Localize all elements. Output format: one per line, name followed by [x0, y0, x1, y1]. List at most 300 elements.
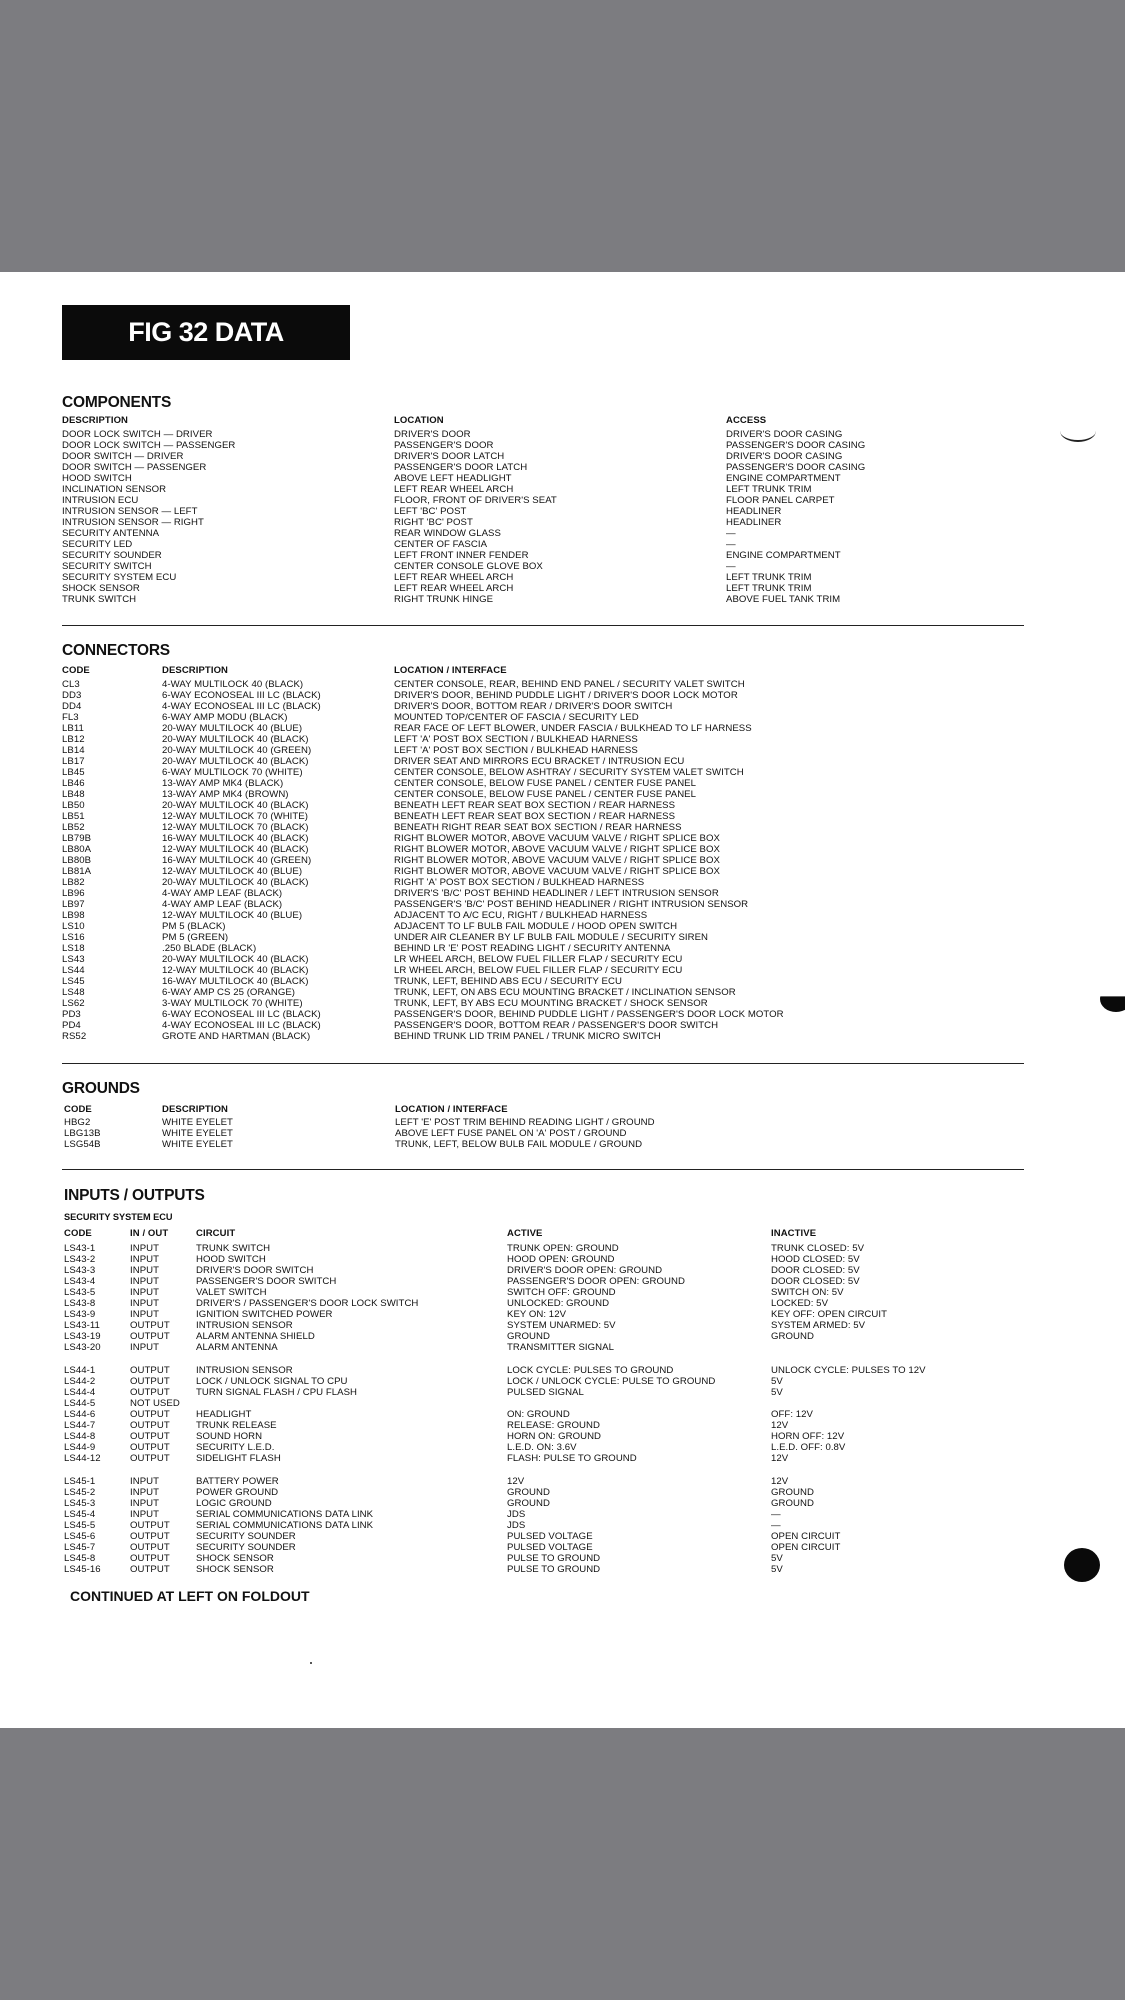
io-active: UNLOCKED: GROUND [507, 1298, 610, 1309]
connector-row [0, 954, 1125, 965]
component-description: SECURITY SWITCH [62, 561, 152, 572]
connector-row [0, 723, 1125, 734]
io-row [0, 1342, 1125, 1353]
connector-location: TRUNK, LEFT, BEHIND ABS ECU / SECURITY ECU [394, 976, 622, 987]
component-location: DRIVER'S DOOR LATCH [394, 451, 505, 462]
connector-row [0, 679, 1125, 690]
io-inactive: GROUND [771, 1487, 814, 1498]
io-inactive: 5V [771, 1553, 783, 1564]
io-circuit: LOGIC GROUND [196, 1498, 272, 1509]
io-active: ON: GROUND [507, 1409, 570, 1420]
io-col-inout: IN / OUT [130, 1228, 169, 1239]
connector-description: 4-WAY ECONOSEAL III LC (BLACK) [162, 701, 321, 712]
component-row [0, 528, 1125, 539]
io-circuit: INTRUSION SENSOR [196, 1365, 293, 1376]
io-row [0, 1254, 1125, 1265]
io-row [0, 1376, 1125, 1387]
connector-description: 6-WAY ECONOSEAL III LC (BLACK) [162, 690, 321, 701]
io-code: LS45-2 [64, 1487, 96, 1498]
io-row [0, 1331, 1125, 1342]
component-row [0, 550, 1125, 561]
connector-row [0, 1031, 1125, 1042]
io-row [0, 1542, 1125, 1553]
io-code: LS45-1 [64, 1476, 96, 1487]
connector-description: 13-WAY AMP MK4 (BLACK) [162, 778, 284, 789]
io-circuit: SHOCK SENSOR [196, 1564, 274, 1575]
io-inactive: 5V [771, 1564, 783, 1575]
io-inout: OUTPUT [130, 1431, 170, 1442]
io-subheading: SECURITY SYSTEM ECU [64, 1212, 173, 1222]
io-circuit: SIDELIGHT FLASH [196, 1453, 281, 1464]
io-inactive: 5V [771, 1387, 783, 1398]
component-row [0, 440, 1125, 451]
components-col-description: DESCRIPTION [62, 415, 129, 426]
component-access: — [726, 539, 736, 550]
connector-code: LB97 [62, 899, 85, 910]
io-row [0, 1531, 1125, 1542]
io-inactive: HOOD CLOSED: 5V [771, 1254, 860, 1265]
ground-description: WHITE EYELET [162, 1128, 233, 1139]
component-access: ENGINE COMPARTMENT [726, 473, 841, 484]
component-access: HEADLINER [726, 506, 782, 517]
io-code: LS43-2 [64, 1254, 96, 1265]
io-active: PULSE TO GROUND [507, 1564, 601, 1575]
connector-location: LEFT 'A' POST BOX SECTION / BULKHEAD HARNESS [394, 734, 638, 745]
io-active: TRUNK OPEN: GROUND [507, 1243, 619, 1254]
io-col-inactive: INACTIVE [771, 1228, 817, 1239]
component-location: LEFT 'BC' POST [394, 506, 467, 517]
io-row [0, 1409, 1125, 1420]
io-inactive: OPEN CIRCUIT [771, 1531, 841, 1542]
connector-location: DRIVER'S DOOR, BOTTOM REAR / DRIVER'S DOOR SWITCH [394, 701, 673, 712]
component-description: SECURITY SOUNDER [62, 550, 162, 561]
io-inout: NOT USED [130, 1398, 180, 1409]
connector-description: 4-WAY MULTILOCK 40 (BLACK) [162, 679, 304, 690]
connector-description: 6-WAY ECONOSEAL III LC (BLACK) [162, 1009, 321, 1020]
grounds-heading: GROUNDS [62, 1080, 140, 1097]
io-active: GROUND [507, 1498, 550, 1509]
component-access: FLOOR PANEL CARPET [726, 495, 835, 506]
io-col-circuit: CIRCUIT [196, 1228, 236, 1239]
io-inactive: GROUND [771, 1498, 814, 1509]
grounds-table [0, 1117, 1125, 1150]
io-circuit: ALARM ANTENNA SHIELD [196, 1331, 315, 1342]
connector-location: MOUNTED TOP/CENTER OF FASCIA / SECURITY LED [394, 712, 639, 723]
io-code: LS43-1 [64, 1243, 96, 1254]
io-row [0, 1509, 1125, 1520]
io-inactive: OFF: 12V [771, 1409, 813, 1420]
io-group [0, 1243, 1125, 1353]
connector-location: REAR FACE OF LEFT BLOWER, UNDER FASCIA / BULKHEAD TO LF HARNESS [394, 723, 752, 734]
connector-description: 13-WAY AMP MK4 (BROWN) [162, 789, 289, 800]
io-inactive: L.E.D. OFF: 0.8V [771, 1442, 846, 1453]
io-circuit: LOCK / UNLOCK SIGNAL TO CPU [196, 1376, 348, 1387]
components-col-access: ACCESS [726, 415, 767, 426]
component-location: LEFT REAR WHEEL ARCH [394, 484, 514, 495]
connector-description: 20-WAY MULTILOCK 40 (BLACK) [162, 734, 309, 745]
component-access: DRIVER'S DOOR CASING [726, 451, 843, 462]
connector-code: LS18 [62, 943, 85, 954]
io-inactive: SYSTEM ARMED: 5V [771, 1320, 866, 1331]
io-inout: INPUT [130, 1498, 160, 1509]
section-divider [62, 1063, 1024, 1064]
connector-code: PD3 [62, 1009, 81, 1020]
connector-row [0, 1009, 1125, 1020]
connector-code: LB79B [62, 833, 92, 844]
connector-description: 20-WAY MULTILOCK 40 (BLACK) [162, 800, 309, 811]
component-access: — [726, 561, 736, 572]
connector-row [0, 756, 1125, 767]
ground-description: WHITE EYELET [162, 1117, 233, 1128]
connector-row [0, 910, 1125, 921]
connector-row [0, 976, 1125, 987]
connector-description: 12-WAY MULTILOCK 70 (BLACK) [162, 822, 309, 833]
connector-row [0, 811, 1125, 822]
connector-location: LR WHEEL ARCH, BELOW FUEL FILLER FLAP / SECURITY ECU [394, 954, 683, 965]
connector-row [0, 734, 1125, 745]
component-description: SECURITY ANTENNA [62, 528, 160, 539]
io-row [0, 1476, 1125, 1487]
io-inout: OUTPUT [130, 1387, 170, 1398]
io-circuit: SECURITY SOUNDER [196, 1531, 296, 1542]
component-description: HOOD SWITCH [62, 473, 132, 484]
connector-description: PM 5 (GREEN) [162, 932, 229, 943]
connector-location: RIGHT BLOWER MOTOR, ABOVE VACUUM VALVE / RIGHT SPLICE BOX [394, 866, 720, 877]
io-code: LS45-8 [64, 1553, 96, 1564]
component-row [0, 517, 1125, 528]
component-access: HEADLINER [726, 517, 782, 528]
connector-row [0, 965, 1125, 976]
io-code: LS44-8 [64, 1431, 96, 1442]
io-col-code: CODE [64, 1228, 92, 1239]
figure-title: FIG 32 DATA [62, 305, 350, 360]
components-heading: COMPONENTS [62, 394, 172, 411]
connector-row [0, 1020, 1125, 1031]
connector-description: .250 BLADE (BLACK) [162, 943, 257, 954]
io-active: PASSENGER'S DOOR OPEN: GROUND [507, 1276, 685, 1287]
component-location: PASSENGER'S DOOR [394, 440, 494, 451]
connector-code: LB45 [62, 767, 85, 778]
io-code: LS43-8 [64, 1298, 96, 1309]
connector-location: RIGHT BLOWER MOTOR, ABOVE VACUUM VALVE / RIGHT SPLICE BOX [394, 833, 720, 844]
component-row [0, 462, 1125, 473]
connector-code: LB80B [62, 855, 92, 866]
io-active: LOCK / UNLOCK CYCLE: PULSE TO GROUND [507, 1376, 716, 1387]
connector-row [0, 701, 1125, 712]
io-inout: OUTPUT [130, 1320, 170, 1331]
io-inactive: UNLOCK CYCLE: PULSES TO 12V [771, 1365, 926, 1376]
grounds-col-code: CODE [64, 1104, 92, 1115]
connector-location: UNDER AIR CLEANER BY LF BULB FAIL MODULE / SECURITY SIREN [394, 932, 709, 943]
connector-code: LB17 [62, 756, 85, 767]
connector-row [0, 921, 1125, 932]
grounds-col-description: DESCRIPTION [162, 1104, 229, 1115]
component-description: SECURITY SYSTEM ECU [62, 572, 177, 583]
component-location: LEFT REAR WHEEL ARCH [394, 572, 514, 583]
io-row [0, 1564, 1125, 1575]
connector-location: ADJACENT TO A/C ECU, RIGHT / BULKHEAD HARNESS [394, 910, 648, 921]
component-description: TRUNK SWITCH [62, 594, 137, 605]
io-inactive: LOCKED: 5V [771, 1298, 829, 1309]
connector-location: DRIVER'S 'B/C' POST BEHIND HEADLINER / LEFT INTRUSION SENSOR [394, 888, 719, 899]
io-active: PULSE TO GROUND [507, 1553, 601, 1564]
component-location: DRIVER'S DOOR [394, 429, 471, 440]
component-row [0, 539, 1125, 550]
component-location: LEFT FRONT INNER FENDER [394, 550, 529, 561]
grounds-col-location: LOCATION / INTERFACE [395, 1104, 508, 1115]
connector-description: 12-WAY MULTILOCK 40 (BLACK) [162, 965, 309, 976]
component-row [0, 594, 1125, 605]
io-inout: OUTPUT [130, 1531, 170, 1542]
io-circuit: SOUND HORN [196, 1431, 263, 1442]
io-inout: INPUT [130, 1254, 160, 1265]
connector-code: LB14 [62, 745, 85, 756]
connector-row [0, 745, 1125, 756]
io-inactive: 12V [771, 1453, 789, 1464]
io-active: JDS [507, 1509, 526, 1520]
io-inactive: TRUNK CLOSED: 5V [771, 1243, 865, 1254]
component-description: INCLINATION SENSOR [62, 484, 167, 495]
io-circuit: SECURITY L.E.D. [196, 1442, 275, 1453]
connector-location: BENEATH LEFT REAR SEAT BOX SECTION / REAR HARNESS [394, 800, 676, 811]
io-row [0, 1553, 1125, 1564]
io-circuit: ALARM ANTENNA [196, 1342, 278, 1353]
connector-code: LB46 [62, 778, 85, 789]
connector-description: 20-WAY MULTILOCK 40 (BLUE) [162, 723, 303, 734]
io-code: LS45-5 [64, 1520, 96, 1531]
section-divider [62, 1169, 1024, 1170]
io-circuit: IGNITION SWITCHED POWER [196, 1309, 333, 1320]
connector-row [0, 833, 1125, 844]
connector-description: 4-WAY AMP LEAF (BLACK) [162, 899, 283, 910]
io-code: LS44-2 [64, 1376, 96, 1387]
connector-code: LB51 [62, 811, 85, 822]
component-description: INTRUSION ECU [62, 495, 139, 506]
component-location: RIGHT 'BC' POST [394, 517, 473, 528]
connector-description: 12-WAY MULTILOCK 40 (BLACK) [162, 844, 309, 855]
document-page [0, 272, 1125, 1728]
io-active: DRIVER'S DOOR OPEN: GROUND [507, 1265, 663, 1276]
io-code: LS44-1 [64, 1365, 96, 1376]
component-access: DRIVER'S DOOR CASING [726, 429, 843, 440]
connector-code: LB96 [62, 888, 85, 899]
io-active: HOOD OPEN: GROUND [507, 1254, 615, 1265]
io-circuit: DRIVER'S / PASSENGER'S DOOR LOCK SWITCH [196, 1298, 419, 1309]
connector-code: CL3 [62, 679, 80, 690]
io-inactive: DOOR CLOSED: 5V [771, 1276, 860, 1287]
component-description: DOOR SWITCH — PASSENGER [62, 462, 207, 473]
io-code: LS44-6 [64, 1409, 96, 1420]
connector-description: 16-WAY MULTILOCK 40 (BLACK) [162, 833, 309, 844]
io-inout: INPUT [130, 1265, 160, 1276]
io-inout: OUTPUT [130, 1542, 170, 1553]
connector-location: BEHIND LR 'E' POST READING LIGHT / SECURITY ANTENNA [394, 943, 671, 954]
io-active: 12V [507, 1476, 525, 1487]
io-row [0, 1420, 1125, 1431]
connector-code: LS45 [62, 976, 85, 987]
connector-description: 3-WAY MULTILOCK 70 (WHITE) [162, 998, 303, 1009]
component-location: CENTER CONSOLE GLOVE BOX [394, 561, 543, 572]
ground-row [0, 1117, 1125, 1128]
io-active: GROUND [507, 1331, 550, 1342]
io-heading: INPUTS / OUTPUTS [64, 1187, 205, 1204]
component-description: INTRUSION SENSOR — LEFT [62, 506, 198, 517]
connector-code: LS44 [62, 965, 85, 976]
io-inout: OUTPUT [130, 1553, 170, 1564]
connector-location: RIGHT 'A' POST BOX SECTION / BULKHEAD HARNESS [394, 877, 645, 888]
ground-description: WHITE EYELET [162, 1139, 233, 1150]
io-active: PULSED SIGNAL [507, 1387, 584, 1398]
io-circuit: HEADLIGHT [196, 1409, 252, 1420]
connector-description: 6-WAY AMP CS 25 (ORANGE) [162, 987, 296, 998]
io-row [0, 1265, 1125, 1276]
component-row [0, 451, 1125, 462]
connector-code: DD4 [62, 701, 82, 712]
components-table [0, 429, 1125, 605]
io-active: JDS [507, 1520, 526, 1531]
connector-location: LEFT 'A' POST BOX SECTION / BULKHEAD HARNESS [394, 745, 638, 756]
connector-row [0, 855, 1125, 866]
component-access: LEFT TRUNK TRIM [726, 583, 812, 594]
io-circuit: VALET SWITCH [196, 1287, 267, 1298]
connector-description: 20-WAY MULTILOCK 40 (BLACK) [162, 877, 309, 888]
connector-code: LB80A [62, 844, 92, 855]
connector-code: LB12 [62, 734, 85, 745]
connector-row [0, 899, 1125, 910]
io-row [0, 1442, 1125, 1453]
connector-row [0, 932, 1125, 943]
connector-description: 16-WAY MULTILOCK 40 (BLACK) [162, 976, 309, 987]
connector-row [0, 778, 1125, 789]
io-inactive: SWITCH ON: 5V [771, 1287, 844, 1298]
io-inactive: — [771, 1520, 781, 1531]
connector-row [0, 888, 1125, 899]
io-circuit: SERIAL COMMUNICATIONS DATA LINK [196, 1520, 374, 1531]
connector-location: CENTER CONSOLE, REAR, BEHIND END PANEL / SECURITY VALET SWITCH [394, 679, 745, 690]
punch-hole-mark [1064, 1548, 1100, 1582]
io-circuit: HOOD SWITCH [196, 1254, 266, 1265]
io-circuit: BATTERY POWER [196, 1476, 279, 1487]
connector-code: RS52 [62, 1031, 87, 1042]
io-row [0, 1520, 1125, 1531]
io-inout: OUTPUT [130, 1331, 170, 1342]
io-active: RELEASE: GROUND [507, 1420, 600, 1431]
component-access: LEFT TRUNK TRIM [726, 572, 812, 583]
component-location: REAR WINDOW GLASS [394, 528, 501, 539]
io-row [0, 1387, 1125, 1398]
connector-description: 4-WAY AMP LEAF (BLACK) [162, 888, 283, 899]
connector-row [0, 877, 1125, 888]
component-location: PASSENGER'S DOOR LATCH [394, 462, 528, 473]
io-row [0, 1487, 1125, 1498]
io-active: KEY ON: 12V [507, 1309, 567, 1320]
component-access: — [726, 528, 736, 539]
io-inactive: 5V [771, 1376, 783, 1387]
connector-location: BENEATH LEFT REAR SEAT BOX SECTION / REAR HARNESS [394, 811, 676, 822]
io-inactive: HORN OFF: 12V [771, 1431, 845, 1442]
connector-description: 20-WAY MULTILOCK 40 (BLACK) [162, 954, 309, 965]
ground-row [0, 1139, 1125, 1150]
component-location: ABOVE LEFT HEADLIGHT [394, 473, 512, 484]
io-inout: OUTPUT [130, 1564, 170, 1575]
io-code: LS45-3 [64, 1498, 96, 1509]
connector-location: CENTER CONSOLE, BELOW FUSE PANEL / CENTER FUSE PANEL [394, 778, 697, 789]
connector-description: 20-WAY MULTILOCK 40 (GREEN) [162, 745, 312, 756]
io-col-active: ACTIVE [507, 1228, 543, 1239]
connectors-table [0, 679, 1125, 1042]
connector-code: LB98 [62, 910, 85, 921]
io-row [0, 1365, 1125, 1376]
io-circuit: SERIAL COMMUNICATIONS DATA LINK [196, 1509, 374, 1520]
connector-row [0, 767, 1125, 778]
component-access: ENGINE COMPARTMENT [726, 550, 841, 561]
connector-row [0, 987, 1125, 998]
io-inout: OUTPUT [130, 1376, 170, 1387]
connector-location: DRIVER'S DOOR, BEHIND PUDDLE LIGHT / DRIVER'S DOOR LOCK MOTOR [394, 690, 738, 701]
connector-description: 12-WAY MULTILOCK 40 (BLUE) [162, 910, 303, 921]
section-divider [62, 625, 1024, 626]
io-row [0, 1309, 1125, 1320]
connector-code: FL3 [62, 712, 79, 723]
io-circuit: DRIVER'S DOOR SWITCH [196, 1265, 314, 1276]
scan-speck [310, 1662, 312, 1664]
component-location: LEFT REAR WHEEL ARCH [394, 583, 514, 594]
io-group [0, 1476, 1125, 1575]
connector-location: TRUNK, LEFT, ON ABS ECU MOUNTING BRACKET / INCLINATION SENSOR [394, 987, 736, 998]
io-row [0, 1431, 1125, 1442]
component-row [0, 572, 1125, 583]
connector-location: ADJACENT TO LF BULB FAIL MODULE / HOOD OPEN SWITCH [394, 921, 678, 932]
connectors-col-code: CODE [62, 665, 90, 676]
connector-code: DD3 [62, 690, 82, 701]
io-row [0, 1243, 1125, 1254]
io-inout: OUTPUT [130, 1409, 170, 1420]
ground-code: LSG54B [64, 1139, 101, 1150]
connector-row [0, 690, 1125, 701]
io-code: LS45-16 [64, 1564, 101, 1575]
io-active: PULSED VOLTAGE [507, 1531, 593, 1542]
connector-location: LR WHEEL ARCH, BELOW FUEL FILLER FLAP / SECURITY ECU [394, 965, 683, 976]
ground-code: LBG13B [64, 1128, 101, 1139]
io-active: L.E.D. ON: 3.6V [507, 1442, 577, 1453]
connector-row [0, 943, 1125, 954]
io-row [0, 1453, 1125, 1464]
connector-description: 6-WAY AMP MODU (BLACK) [162, 712, 288, 723]
connector-location: BEHIND TRUNK LID TRIM PANEL / TRUNK MICRO SWITCH [394, 1031, 661, 1042]
io-active: LOCK CYCLE: PULSES TO GROUND [507, 1365, 674, 1376]
io-circuit: TRUNK RELEASE [196, 1420, 277, 1431]
connector-row [0, 844, 1125, 855]
component-row [0, 429, 1125, 440]
io-circuit: INTRUSION SENSOR [196, 1320, 293, 1331]
connector-code: LS43 [62, 954, 85, 965]
ground-location: TRUNK, LEFT, BELOW BULB FAIL MODULE / GROUND [395, 1139, 643, 1150]
io-code: LS45-7 [64, 1542, 96, 1553]
ground-row [0, 1128, 1125, 1139]
ground-location: ABOVE LEFT FUSE PANEL ON 'A' POST / GROUND [395, 1128, 627, 1139]
component-row [0, 495, 1125, 506]
io-group-gap [0, 1464, 1125, 1476]
connector-row [0, 998, 1125, 1009]
connector-row [0, 712, 1125, 723]
io-row [0, 1276, 1125, 1287]
connector-code: LB81A [62, 866, 92, 877]
io-row [0, 1398, 1125, 1409]
io-circuit: TURN SIGNAL FLASH / CPU FLASH [196, 1387, 358, 1398]
io-active: TRANSMITTER SIGNAL [507, 1342, 614, 1353]
io-code: LS43-19 [64, 1331, 101, 1342]
io-inactive: 12V [771, 1476, 789, 1487]
